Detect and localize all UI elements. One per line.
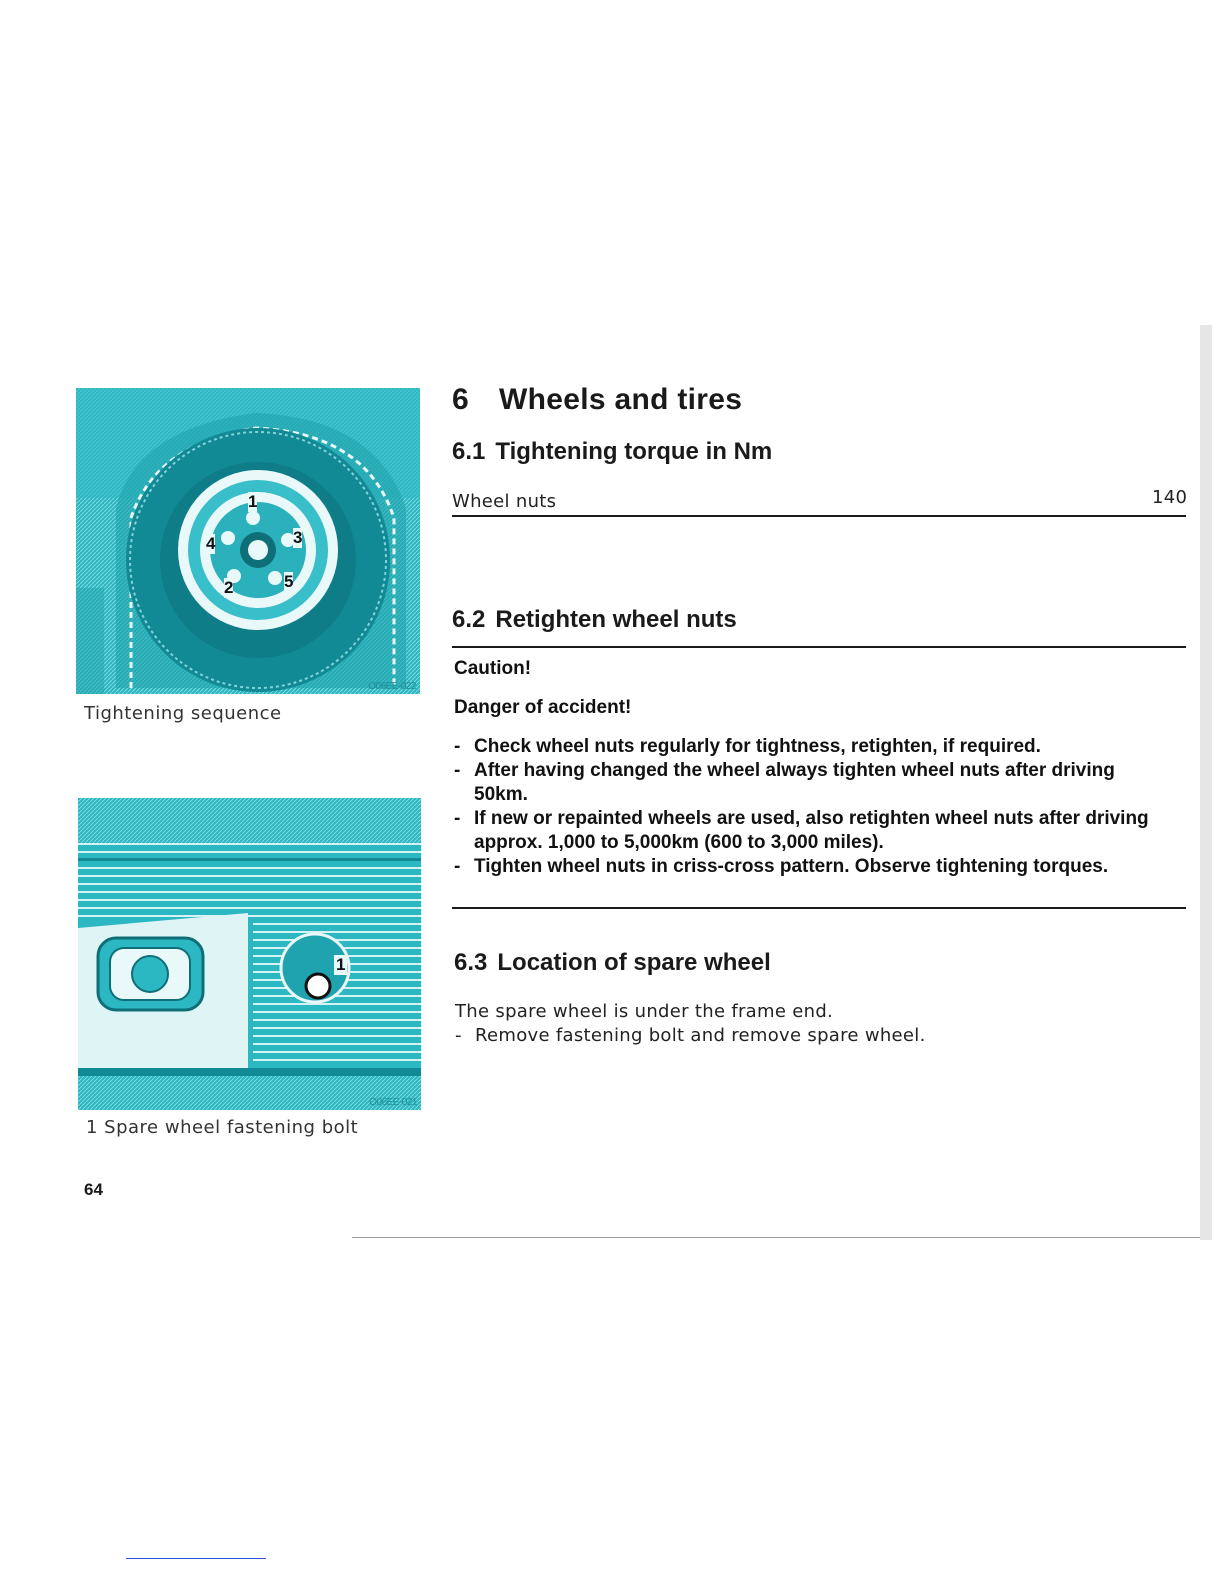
bolt-label-1: 1: [336, 955, 346, 974]
torque-row-label: Wheel nuts: [452, 491, 557, 512]
figure-caption: Tightening sequence: [84, 703, 282, 724]
list-item: - Remove fastening bolt and remove spare wheel.: [455, 1025, 926, 1046]
figure-code: O06EE-021: [369, 1097, 417, 1108]
spare-wheel-figure: [78, 798, 421, 1110]
list-item: - Check wheel nuts regularly for tightness, retighten, if required.: [454, 736, 1041, 757]
section-heading: [454, 949, 771, 977]
list-item-text: If new or repainted wheels are used, also retighten wheel nuts after driving approx. 1,000 to 5,000km (600 to 3,000 miles).: [474, 808, 1149, 853]
sequence-label-2: 2: [224, 578, 234, 597]
list-item-text: Remove fastening bolt and remove spare wheel.: [475, 1025, 926, 1046]
table-rule: [452, 515, 1186, 517]
spare-wheel-list: [455, 1025, 1155, 1046]
list-item-text: After having changed the wheel always tighten wheel nuts after driving 50km.: [474, 760, 1115, 805]
section-number: 6.3: [454, 949, 488, 976]
link-underline: [126, 1558, 266, 1559]
sequence-label-4: 4: [206, 534, 216, 553]
danger-label: Danger of accident!: [454, 697, 632, 718]
list-item-text: Check wheel nuts regularly for tightness, retighten, if required.: [474, 736, 1041, 757]
section-number: 6.1: [452, 438, 486, 465]
list-item: - Tighten wheel nuts in criss-cross pattern. Observe tightening torques.: [454, 856, 1109, 877]
figure-code: O06EE-022: [368, 681, 416, 692]
page-number: 64: [84, 1180, 103, 1199]
section-title: Retighten wheel nuts: [495, 606, 737, 633]
list-item-text: Tighten wheel nuts in criss-cross pattern. Observe tightening torques.: [474, 856, 1109, 877]
caution-rule-bottom: [452, 907, 1186, 909]
page-right-edge: [1200, 325, 1212, 1240]
list-item: - If new or repainted wheels are used, also retighten wheel nuts after driving approx. 1,000 to 5,000km (600 to 3,000 miles).: [454, 808, 1149, 853]
list-item: - After having changed the wheel always tighten wheel nuts after driving 50km.: [454, 760, 1115, 805]
section-number: 6.2: [452, 606, 486, 633]
caution-list: [454, 735, 1170, 879]
spare-wheel-intro: The spare wheel is under the frame end.: [455, 1001, 834, 1022]
section-heading: [452, 438, 772, 466]
section-title: Location of spare wheel: [497, 949, 771, 976]
sequence-label-1: 1: [248, 492, 258, 511]
wheel-tightening-figure: [76, 388, 420, 694]
torque-row-value: 140: [1152, 487, 1188, 508]
figure-caption: 1 Spare wheel fastening bolt: [86, 1117, 359, 1138]
section-heading: [452, 606, 737, 634]
page-bottom-edge: [352, 1237, 1212, 1238]
chapter-heading: [452, 383, 742, 417]
caution-label: Caution!: [454, 658, 532, 679]
sequence-label-3: 3: [293, 528, 303, 547]
chapter-title: Wheels and tires: [499, 383, 743, 416]
caution-rule-top: [452, 646, 1186, 648]
sequence-label-5: 5: [284, 572, 294, 591]
chapter-number: 6: [452, 383, 469, 416]
section-title: Tightening torque in Nm: [495, 438, 773, 465]
